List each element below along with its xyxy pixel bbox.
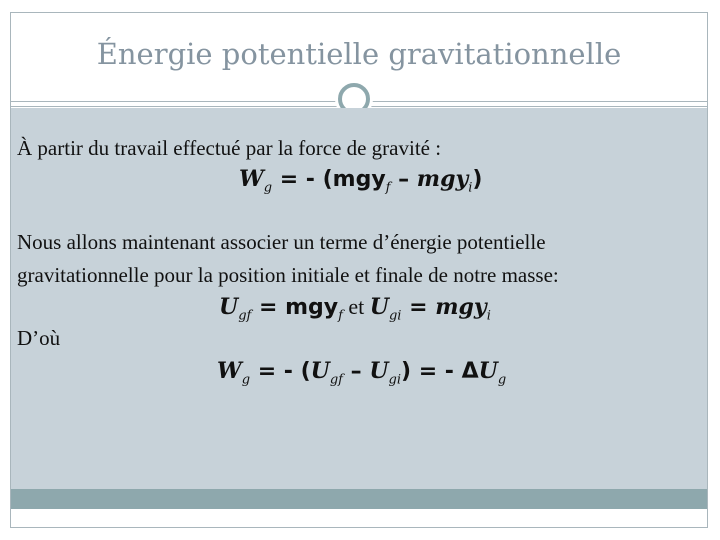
eq3-close: ) = - <box>400 359 462 384</box>
eq2-et: et <box>342 294 370 319</box>
slide-title: Énergie potentielle gravitationnelle <box>96 37 622 71</box>
equation-potential <box>219 294 491 323</box>
eq3-mid: = - ( <box>250 359 311 384</box>
footer-bar <box>11 489 707 509</box>
intro-line: À partir du travail effectué par la force de gravité : <box>17 136 442 160</box>
slide <box>10 12 708 528</box>
dou-line: D’où <box>17 326 61 350</box>
paragraph-line-1: Nous allons maintenant associer un terme d’énergie potentielle <box>17 230 546 254</box>
equation-result <box>217 358 506 387</box>
eq1-close: ) <box>472 167 483 192</box>
eq3-w-sub: g <box>241 372 251 388</box>
eq3-minus: – <box>342 359 370 384</box>
delta-symbol: Δ <box>461 359 479 384</box>
eq3-u1: U <box>310 358 330 384</box>
eq3-u1-sub: gf <box>329 372 343 388</box>
equation-work <box>239 166 482 195</box>
eq1-mid: = - (mgy <box>272 167 386 192</box>
eq2-u1-sub: gf <box>238 308 252 324</box>
eq3-u2: U <box>369 358 389 384</box>
paragraph-line-2: gravitationnelle pour la position initiale et finale de notre masse: <box>17 263 559 287</box>
eq2-eq1: = mgy <box>251 295 339 320</box>
eq3-u2-sub: gi <box>388 372 401 388</box>
eq2-f: f <box>338 308 343 324</box>
eq1-sub-f: f <box>385 180 391 196</box>
eq1-mgy: mgy <box>416 166 469 192</box>
eq1-minus: – <box>390 167 417 192</box>
eq2-eq2: = <box>401 295 436 320</box>
eq3-u3-sub: g <box>497 372 507 388</box>
eq2-i: i <box>486 308 491 324</box>
content-area <box>11 108 707 509</box>
eq2-u2: U <box>369 294 389 320</box>
eq2-mgy: mgy <box>435 294 487 320</box>
eq1-w-sub: g <box>263 180 273 196</box>
eq2-u1: U <box>219 294 239 320</box>
eq1-w: W <box>239 166 264 192</box>
eq1-sub-i: i <box>468 180 473 196</box>
eq2-u2-sub: gi <box>388 308 402 324</box>
eq3-u3: U <box>478 358 498 384</box>
eq3-w: W <box>217 358 242 384</box>
